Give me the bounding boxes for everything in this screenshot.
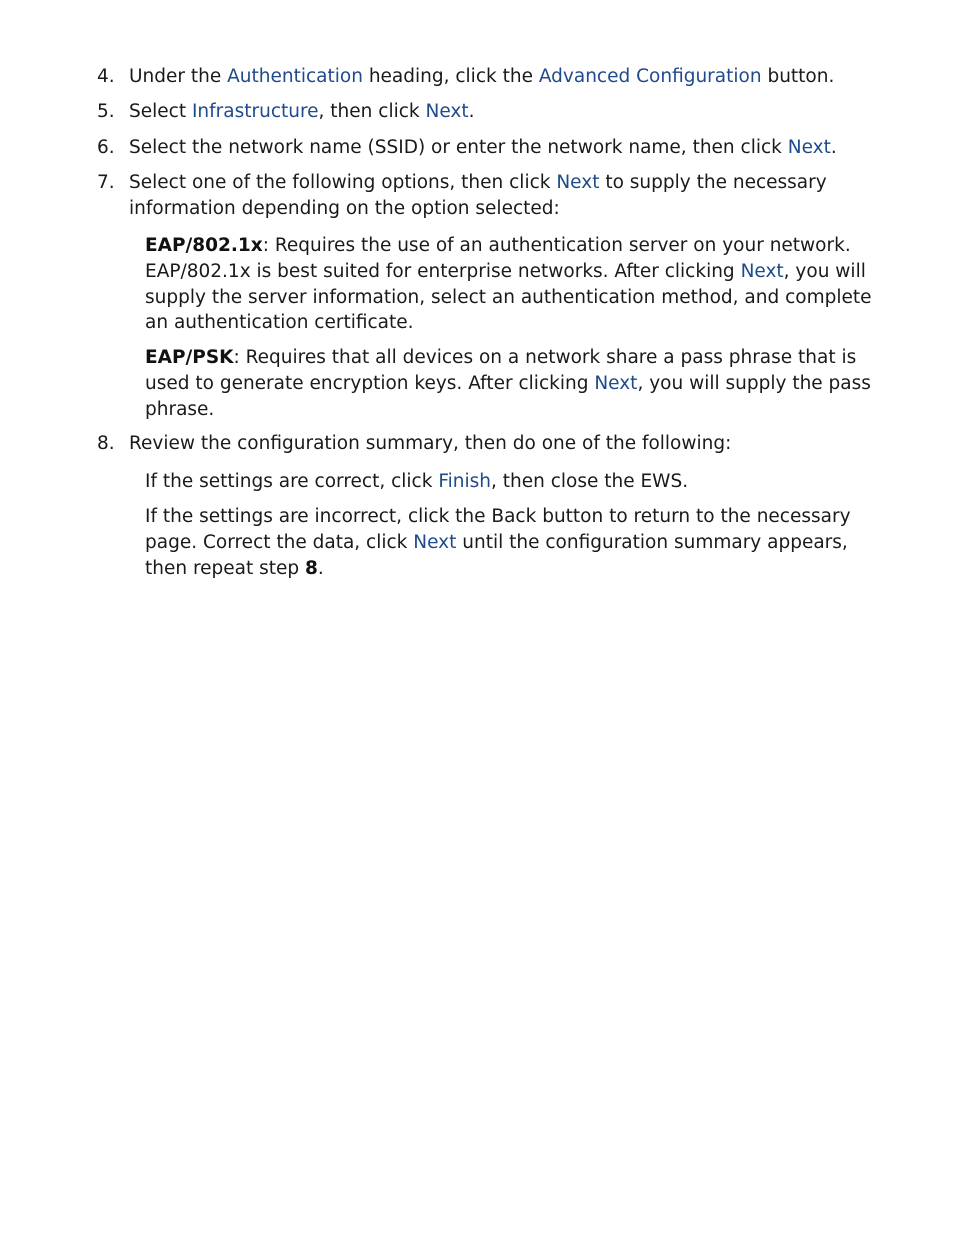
text-run: : Requires that all devices on a network share a pass phrase that is used to generate encryption keys. After clicking	[145, 347, 857, 394]
next-link[interactable]: Next	[556, 172, 600, 193]
option-title: EAP/802.1x	[145, 235, 263, 256]
step-text	[129, 64, 889, 90]
next-link[interactable]: Next	[787, 137, 831, 158]
next-link[interactable]: Next	[425, 101, 469, 122]
text-run: Select the network name (SSID) or enter the network name, then click	[129, 137, 788, 158]
text-run: to supply the necessary information depending on the option selected:	[129, 172, 827, 219]
finish-link[interactable]: Finish	[438, 471, 491, 492]
option-eap-psk	[145, 345, 890, 422]
text-run: If the settings are correct, click	[145, 471, 439, 492]
text-run: until the configuration summary appears, then repeat step	[145, 531, 848, 579]
text-run: Select	[129, 101, 192, 122]
text-run: , you will supply the pass phrase.	[145, 372, 871, 420]
next-link[interactable]: Next	[413, 531, 457, 553]
step-text	[129, 170, 849, 221]
text-run: heading, click the	[362, 66, 539, 87]
option-eap-8021x	[145, 233, 890, 336]
text-run: Select one of the following options, then click	[129, 172, 557, 193]
text-run: , then click	[318, 101, 426, 122]
advanced-configuration-link[interactable]: Advanced Configuration	[538, 66, 762, 87]
settings-incorrect-paragraph	[145, 504, 890, 581]
step-number: 4.	[97, 66, 115, 87]
text-run: .	[830, 137, 837, 158]
authentication-link[interactable]: Authentication	[227, 66, 363, 87]
text-run: , you will supply the server information, select an authentication method, and complete an authentication certificate.	[145, 260, 872, 334]
next-link[interactable]: Next	[740, 260, 784, 282]
step-number: 5.	[97, 101, 115, 122]
settings-correct-paragraph	[145, 469, 890, 495]
step-number: 8.	[97, 433, 115, 454]
text-run: If the settings are incorrect, click the Back button to return to the necessary page. Correct the data, click	[145, 506, 851, 553]
step-reference: 8	[305, 557, 318, 579]
step-number: 7.	[97, 172, 115, 193]
step-text: Review the configuration summary, then do one of the following:	[129, 433, 732, 454]
text-run: , then close the EWS.	[490, 471, 689, 492]
step-number: 6.	[97, 137, 115, 158]
text-run: button.	[761, 66, 835, 87]
text-run: .	[317, 557, 324, 579]
step-text	[129, 99, 889, 125]
next-link[interactable]: Next	[594, 372, 638, 394]
infrastructure-link[interactable]: Infrastructure	[191, 101, 319, 122]
text-run: : Requires the use of an authentication server on your network. EAP/802.1x is best suited for enterprise networks. After clicking	[145, 235, 851, 282]
text-run: .	[468, 101, 475, 122]
text-run: Under the	[129, 66, 228, 87]
step-text	[129, 135, 889, 161]
option-title: EAP/PSK	[145, 347, 234, 368]
